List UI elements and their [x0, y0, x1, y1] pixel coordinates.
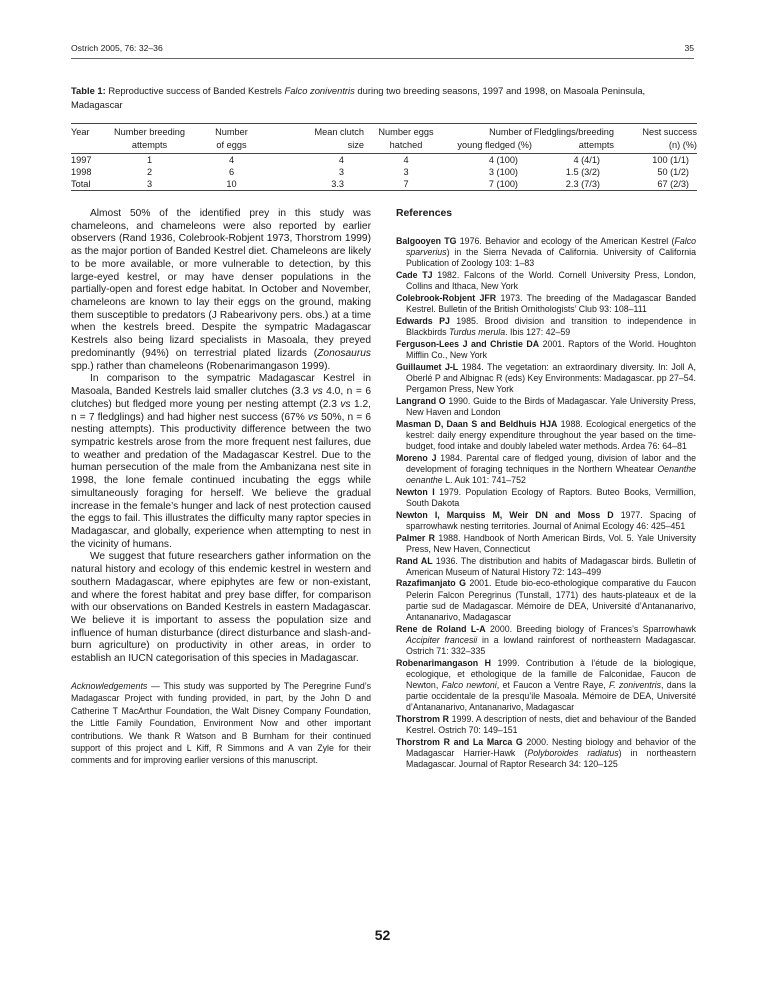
table-caption-label: Table 1: [71, 85, 106, 96]
reference-author: Cade TJ [396, 270, 433, 281]
references-list [396, 236, 696, 770]
text-run: L. Auk 101: 741–752 [442, 475, 526, 486]
column-header [269, 124, 364, 154]
body-paragraph-2 [71, 373, 371, 551]
italic-term: Zonosaurus [317, 347, 371, 359]
text-run: 1985. Brood division and transition to independence in Blackbirds [406, 315, 696, 338]
reference-entry [396, 737, 696, 770]
text-run: 1999. Contribution à l’étude de la biologique, ecologique, et ethologique de la famille de Falconidae, Faucon de Newton, [406, 657, 696, 690]
text-run: 2000. Nesting biology and behavior of the Madagascar Harrier-Hawk ( [406, 736, 696, 759]
text-run: spp.) rather than chameleons (Robenarimangason 1999). [71, 360, 331, 372]
text-run: In comparison to the sympatric Madagascar Kestrel in Masoala, Banded Kestrels laid smaller clutches (3.3 [71, 373, 371, 398]
text-run: 1973. The breeding of the Madagascar Banded Kestrel. Bulletin of the British Ornithologists’ Club 93: 108–111 [406, 292, 696, 315]
italic-term: Accipiter francesii [406, 634, 478, 645]
running-header-page: 35 [684, 43, 694, 53]
text-run: ) in the Sierra Nevada of California. University of California Publication of Zoology 103: 1–83 [406, 247, 696, 269]
italic-term: Falco sparverius [406, 236, 696, 258]
italic-term: vs [340, 398, 351, 410]
text-run: 1988. Ecological energetics of the kestrel: daily energy expenditure throughout the year based on the time-budget, food intake and doubly labeled water methods. Ardea 76: 64–81 [406, 418, 697, 451]
text-run: 1990. Guide to the Birds of Madagascar. Yale University Press, New Haven and London [406, 395, 696, 417]
column-header-line: attempts [578, 140, 614, 150]
table-row [71, 178, 697, 191]
table-body [71, 154, 697, 191]
italic-term: Oenanthe oenanthe [406, 463, 696, 486]
column-header-line: Mean clutch [314, 127, 364, 137]
text-run: We suggest that future researchers gather information on the natural history and ecology of this endemic kestrel in western and southern Madagascar, where epiphytes are few or non-existant, and where the forest habitat and prey base differ, for comparison with our observations on Banded Kestrels in eastern Madagascar. We believe it is important to assess the population size and influence of human disturbance (direct disturbance and slash-and-burn agriculture) on productivity in other areas, in order to establish an IUCN categorisation of this species in Madagascar. [71, 551, 371, 665]
table-cell: 67 (2/3) [657, 179, 689, 189]
column-header [194, 124, 269, 154]
table-cell: 4 [338, 155, 344, 165]
table-cell: 2 [146, 167, 153, 177]
reference-author: Razafimanjato G [396, 578, 466, 589]
references-heading: References [396, 208, 453, 219]
reference-author: Palmer R [396, 532, 436, 543]
reference-entry [396, 396, 696, 418]
text-run: in a lowland rainforest of northeastern Madagascar. Ostrich 71: 332–335 [406, 634, 696, 656]
references-column [396, 208, 696, 771]
reference-entry [396, 578, 696, 623]
italic-term: Turdus merula [449, 327, 506, 338]
table-cell: 4 [228, 155, 235, 165]
reference-author: Thorstrom R [396, 714, 450, 725]
text-run: 1999. A description of nests, diet and behaviour of the Banded Kestrel. Ostrich 70: 149–151 [406, 714, 696, 736]
text-run: 1984. The vegetation: an extraordinary diversity. In: Joll A, Oberlé P and Albignac R (eds) Key Environments: Madagascar. pp 27–54. Pergamon Press, New York [406, 361, 696, 394]
column-header-line: (n) (%) [668, 140, 697, 150]
text-run: 2000. Breeding biology of Frances’s Sparrowhawk [485, 623, 696, 634]
text-run: 1979. Population Ecology of Raptors. Buteo Books, Vermillion, South Dakota [406, 486, 696, 508]
reference-entry [396, 419, 696, 452]
table-cell: 3 [403, 167, 409, 177]
italic-term: Falco newtoni [441, 680, 497, 690]
column-header-line: Year [71, 127, 90, 137]
table-caption-text-end: during two breeding seasons, 1997 and 1998, on Masoala Peninsula, Madagascar [71, 85, 646, 110]
column-header-line: young fledged (%) [457, 140, 532, 150]
column-header-line: Nest success [642, 127, 697, 137]
reference-author: Newton I, Marquiss M, Weir DN and Moss D [396, 509, 614, 520]
reference-author: Rene de Roland L-A [396, 623, 486, 634]
reference-entry [396, 658, 696, 714]
text-run: Almost 50% of the identified prey in this study was chameleons, and chameleons were also reported by earlier observers (Rand 1936, Colebrook-Robjent 1973, Thorstrom 1999) as the major portion of Banded Kestrel diet. Chameleons are likely to be more available, or more vulnerable to detection, by this large-eyed kestrel, or may have denser populations in the partially-open and forest edge habitat. In October and November, chameleons are known to lay their eggs on the ground, making them susceptible to predators (J Rabearivony pers. obs.) at a time when the kestrels breed. Despite the sympatric Madagascar Kestrels also being lizard specialists in Masoala, they preyed predominantly (94%) on terrestrial plated lizards ( [71, 208, 371, 359]
table-row [71, 154, 697, 167]
acknowledgements-text: — This study was supported by The Peregrine Fund’s Madagascar Project with funding provided, in part, by the John D and Catherine T MacArthur Foundation, the Walt Disney Company Foundation, the Little Family Foundation, Environment Now and other important contributions. We thank R Watson and B Burnham for their continued support of this project and L Kiff, R Simmons and A van Zyle for their comments and for improving earlier versions of this manuscript. [71, 680, 371, 766]
text-run: 1977. Spacing of sparrowhawk nesting territories. Journal of Animal Ecology 46: 425–451 [406, 509, 696, 531]
reference-author: Thorstrom R and La Marca G [396, 736, 523, 747]
italic-term: F. zoniventris [608, 680, 662, 690]
body-paragraph-3 [71, 551, 371, 665]
table-cell: 1998 [71, 167, 92, 177]
table-row [71, 166, 697, 178]
column-header [105, 124, 194, 154]
body-paragraph-1 [71, 208, 371, 373]
text-run: 1988. Handbook of North American Birds, Vol. 5. Yale University Press, New Haven, Connecticut [406, 532, 697, 554]
reference-entry [396, 533, 696, 555]
header-rule [71, 58, 694, 59]
reference-author: Edwards PJ [396, 315, 450, 326]
text-run: 2001. Raptors of the World. Houghton Mifflin Co., New York [406, 338, 696, 360]
reference-entry [396, 362, 696, 395]
table-cell: 4 [403, 155, 409, 165]
reference-author: Robenarimangason H [396, 657, 491, 668]
reference-author: Ferguson-Lees J and Christie DA [396, 338, 540, 349]
table-cell: 100 (1/1) [652, 155, 689, 165]
reference-author: Rand AL [396, 555, 433, 566]
reference-author: Colebrook-Robjent JFR [396, 292, 497, 303]
reference-author: Balgooyen TG [396, 236, 457, 246]
table-cell: 3 [338, 167, 344, 177]
text-run: 1982. Falcons of the World. Cornell University Press, London, Collins and Ithaca, New York [406, 270, 696, 292]
table-cell: 1997 [71, 155, 92, 165]
reference-entry [396, 714, 696, 736]
table-cell: 10 [226, 179, 237, 189]
column-header-line: Number [215, 127, 248, 137]
page-number: 52 [374, 927, 391, 943]
column-header [364, 124, 448, 154]
column-header-line: attempts [131, 140, 168, 150]
table-cell: 3.3 [331, 179, 344, 189]
column-header-line: Number breeding [114, 127, 185, 137]
column-header-line: of eggs [216, 140, 247, 150]
text-run: ) in northeastern Madagascar. Journal of Raptor Research 34: 120–125 [406, 748, 696, 770]
table-caption-text: Reproductive success of Banded Kestrels [105, 85, 285, 96]
table-cell: 3 (100) [488, 167, 518, 177]
acknowledgements [71, 680, 371, 767]
table-cell: 4 (100) [488, 155, 518, 165]
table-cell: 7 (100) [488, 179, 518, 189]
italic-term: vs [312, 386, 323, 398]
article-body-column [71, 208, 371, 767]
running-header-journal: Ostrich 2005, 76: 32–36 [71, 43, 163, 53]
column-header [71, 124, 105, 154]
column-header-line: size [347, 140, 364, 150]
reference-entry [396, 556, 696, 578]
reference-author: Newton I [396, 486, 435, 497]
reference-entry [396, 624, 696, 657]
text-run: 1976. Behavior and ecology of the American Kestrel ( [456, 236, 675, 246]
column-header-line: Fledglings/breeding [533, 127, 614, 137]
table-caption-species: Falco zoniventris [284, 85, 355, 96]
text-run: 1984. Parental care of fledged young, division of labor and the development of foraging techniques in the Northern Wheatear [406, 452, 696, 474]
column-header [532, 124, 614, 154]
reference-author: Guillaumet J-L [396, 361, 459, 372]
text-run: 50%, n = 6 nesting attempts). This productivity difference between the two sympatric kestrels arose from the more frequent nest failures, due to weather and predation of the Madagascar Kestrel. Due to the human persecution of the male from the Ambanizana nest site in 1998, the lone female continued incubating the eggs while simultaneously foraging for herself. We believe the gradual increase in the female’s hunger and lack of nest protection caused the eggs to fail. This illustrates the difficulty many raptor species in Madagascar, and globally, experience when attempting to nest in the vicinity of humans. [71, 411, 371, 550]
table-cell: 1.5 (3/2) [565, 167, 600, 177]
table-cell: 3 [146, 179, 153, 189]
reference-entry [396, 270, 696, 292]
table-cell: 50 (1/2) [657, 167, 689, 177]
italic-term: Polyboroides radiatus [527, 748, 619, 759]
table-cell: 4 (4/1) [573, 155, 600, 165]
column-header [448, 124, 532, 154]
column-header-line: hatched [389, 140, 423, 150]
acknowledgements-label: Acknowledgements [71, 680, 148, 691]
table-cell: 2.3 (7/3) [565, 179, 600, 189]
reference-entry [396, 339, 696, 361]
reference-entry [396, 293, 696, 315]
column-header [614, 124, 697, 154]
text-run: 4.0, n = 6 clutches) but fledged more young per nesting attempt (2.3 [71, 386, 371, 410]
text-run: , et Faucon a Ventre Raye, [496, 680, 609, 690]
column-header-line: Number eggs [378, 127, 434, 137]
table-caption [71, 84, 697, 112]
table-cell: 7 [403, 179, 409, 189]
text-run: . Ibis 127: 42–59 [505, 327, 571, 338]
text-run: 1936. The distribution and habits of Madagascar birds. Bulletin of American Museum of Natural History 72: 143–499 [406, 555, 696, 577]
italic-term: vs [307, 411, 319, 423]
text-run: 2001. Etude bio-eco-ethologique comparative du Faucon Pelerin Falcon Peregrinus (Tunstall, 1771) des hauts-plateaux et de la partie sud de Madagascar. Mémoire de DEA, Université d’Antananarivo, Antananarivo, Madagascar [406, 578, 696, 622]
reference-entry [396, 510, 696, 532]
reference-entry [396, 236, 696, 269]
reference-author: Langrand O [396, 395, 446, 406]
text-run: 1.2, n = 7 fledglings) and had higher nest success (67% [71, 398, 371, 423]
reference-entry [396, 316, 696, 338]
reference-author: Moreno J [396, 452, 437, 463]
table-header-row [71, 124, 697, 154]
table-cell: Total [71, 179, 91, 189]
text-run: , dans la partie occidentale de la presqu’ile Masoala. Mémoire de DEA, Université d’Antananarivo, Antananarivo, Madagascar [406, 680, 696, 713]
reproductive-success-table [71, 123, 697, 191]
reference-entry [396, 453, 696, 486]
table-cell: 1 [146, 155, 153, 165]
table-cell: 6 [228, 167, 235, 177]
reference-author: Masman D, Daan S and Beldhuis HJA [396, 418, 558, 429]
column-header-line: Number of [489, 127, 532, 137]
reference-entry [396, 487, 696, 509]
